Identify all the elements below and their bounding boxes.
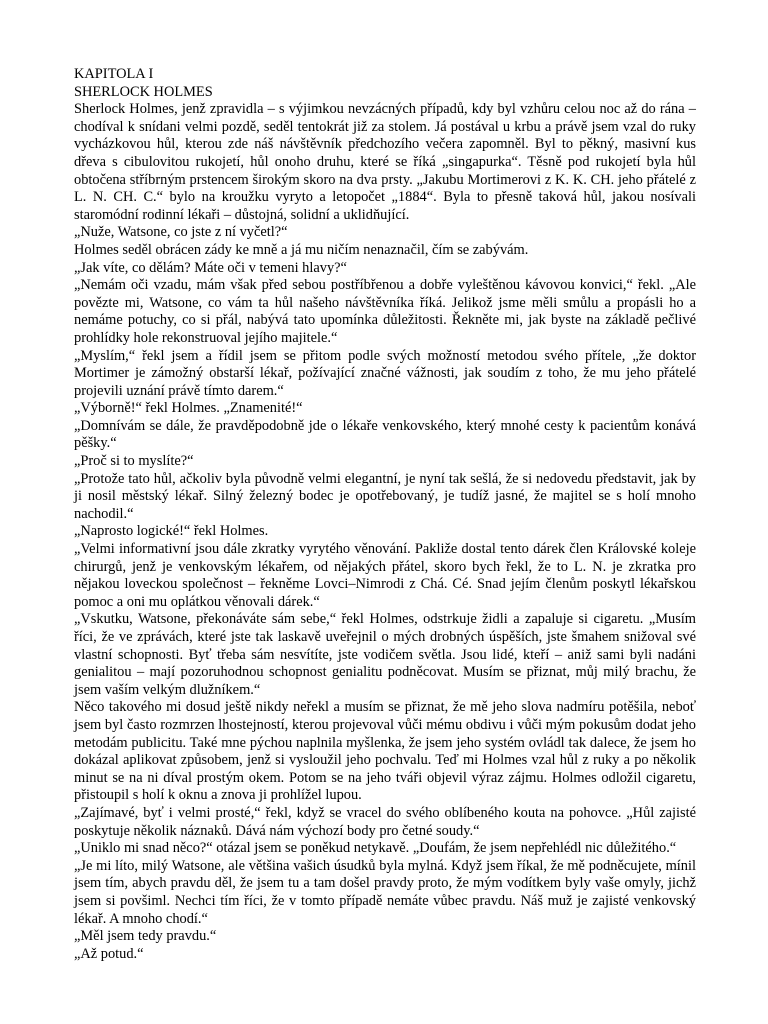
chapter-title: SHERLOCK HOLMES	[74, 83, 213, 100]
paragraph-7: „Výborně!“ řekl Holmes. „Znamenité!“	[74, 400, 303, 417]
paragraph-1: Sherlock Holmes, jenž zpravidla – s výjimkou nevzácných případů, kdy byl vzhůru celou noc až do rána – chodíval k snídani velmi pozdě, seděl tentokrát již za stolem. Já postával u krbu a právě jsem vzal do ruky vycházkovou hůl, kterou zde náš návštěvník předchozího večera zapomněl. Byl to pěkný, masivní kus dřeva s cibulovitou rukojetí, hůl onoho druhu, které se říká „singapurka“. Těsně pod rukojetí byla hůl obtočena stříbrným prstencem širokým skoro na dva prsty. „Jakubu Mortimerovi z K. K. CH. jeho přátelé z L. N. CH. C.“ bylo na kroužku vyryto a letopočet „1884“. Byla to přesně taková hůl, jakou nosívali staromódní rodinní lékaři – důstojná, solidní a uklidňující.	[74, 101, 696, 223]
paragraph-2: „Nuže, Watsone, co jste z ní vyčetl?“	[74, 224, 288, 241]
paragraph-18: „Měl jsem tedy pravdu.“	[74, 928, 217, 945]
document-page	[74, 66, 696, 963]
paragraph-15: „Zajímavé, byť i velmi prosté,“ řekl, když se vracel do svého oblíbeného kouta na pohovce. „Hůl zajisté poskytuje několik náznaků. Dává nám výchozí body pro četné soudy.“	[74, 804, 696, 839]
paragraph-14: Něco takového mi dosud ještě nikdy neřekl a musím se přiznat, že mě jeho slova nadmíru potěšila, neboť jsem byl často rozmrzen lhostejností, kterou projevoval vůči mému obdivu i vůči mým pokusům dodat jeho metodám publicitu. Také mne pýchou naplnila myšlenka, že jsem jeho systém ovládl tak dalece, že jsem ho dokázal aplikovat způsobem, jenž si vysloužil jeho pochvalu. Teď mi Holmes vzal hůl z ruky a po několik minut se na ni díval prostým okem. Potom se na jeho tváři objevil výraz zájmu. Holmes odložil cigaretu, přistoupil s holí k oknu a znova ji prohlížel lupou.	[74, 699, 696, 804]
paragraph-6: „Myslím,“ řekl jsem a řídil jsem se přitom podle svých možností metodou svého přítele, „že doktor Mortimer je zámožný obstarší lékař, požívající značné vážnosti, jak soudím z toho, že mu jeho přátelé projevili uznání právě tímto darem.“	[74, 347, 696, 399]
paragraph-17: „Je mi líto, milý Watsone, ale většina vašich úsudků byla mylná. Když jsem říkal, že mě podněcujete, mínil jsem tím, abych pravdu děl, že jsem tu a tam došel pravdy proto, že mým vodítkem byly vaše omyly, jichž jsem si povšiml. Nechci tím říci, že v tomto případě nemáte vůbec pravdu. Náš muž je zajisté venkovský lékař. A mnoho chodí.“	[74, 857, 696, 927]
paragraph-19: „Až potud.“	[74, 945, 144, 962]
paragraph-5: „Nemám oči vzadu, mám však před sebou postříbřenou a dobře vyleštěnou kávovou konvici,“ řekl. „Ale povězte mi, Watsone, co vám ta hůl našeho návštěvníka říká. Jelikož jsme měli smůlu a propásli ho a nemáme potuchy, co si přál, nabývá tato upomínka důležitosti. Řekněte mi, jak byste na základě pečlivé prohlídky hole rekonstruoval jejího majitele.“	[74, 277, 696, 346]
paragraph-13: „Vskutku, Watsone, překonáváte sám sebe,“ řekl Holmes, odstrkuje židli a zapaluje si cigaretu. „Musím říci, že ve zprávách, které jste tak laskavě uveřejnil o mých drobných úspěších, jste šmahem snižoval své vlastní schopnosti. Byť třeba sám nesvítíte, jste vodičem světla. Jsou lidé, kteří – aniž sami byli nadáni genialitou – mají pozoruhodnou schopnost genialitu podněcovat. Musím se přiznat, můj milý brachu, že jsem vaším velkým dlužníkem.“	[74, 611, 696, 698]
paragraph-11: „Naprosto logické!“ řekl Holmes.	[74, 523, 269, 540]
chapter-heading: KAPITOLA I	[74, 66, 154, 82]
paragraph-9: „Proč si to myslíte?“	[74, 453, 194, 470]
paragraph-16: „Uniklo mi snad něco?“ otázal jsem se poněkud netykavě. „Doufám, že jsem nepřehlédl nic důležitého.“	[74, 840, 677, 857]
paragraph-10: „Protože tato hůl, ačkoliv byla původně velmi elegantní, je nyní tak sešlá, že si nedovedu představit, jak by ji nosil městský lékař. Silný železný bodec je opotřebovaný, je tudíž jasné, že majitel se s holí mnoho nachodil.“	[74, 470, 696, 522]
paragraph-3: Holmes seděl obrácen zády ke mně a já mu ničím nenaznačil, čím se zabývám.	[74, 241, 529, 258]
paragraph-12: „Velmi informativní jsou dále zkratky vyrytého věnování. Pakliže dostal tento dárek člen Královské koleje chirurgů, jenž je venkovským lékařem, od nějakých přátel, skoro bych řekl, že to L. N. je zkratka pro nějakou loveckou společnost – řekněme Lovci–Nimrodi z Chá. Cé. Snad jejím členům poskytl lékařskou pomoc a oni mu oplátkou věnovali dárek.“	[74, 541, 696, 610]
paragraph-8: „Domnívám se dále, že pravděpodobně jde o lékaře venkovského, který mnohé cesty k pacientům konává pěšky.“	[74, 417, 696, 452]
paragraph-4: „Jak víte, co dělám? Máte oči v temeni hlavy?“	[74, 259, 347, 276]
